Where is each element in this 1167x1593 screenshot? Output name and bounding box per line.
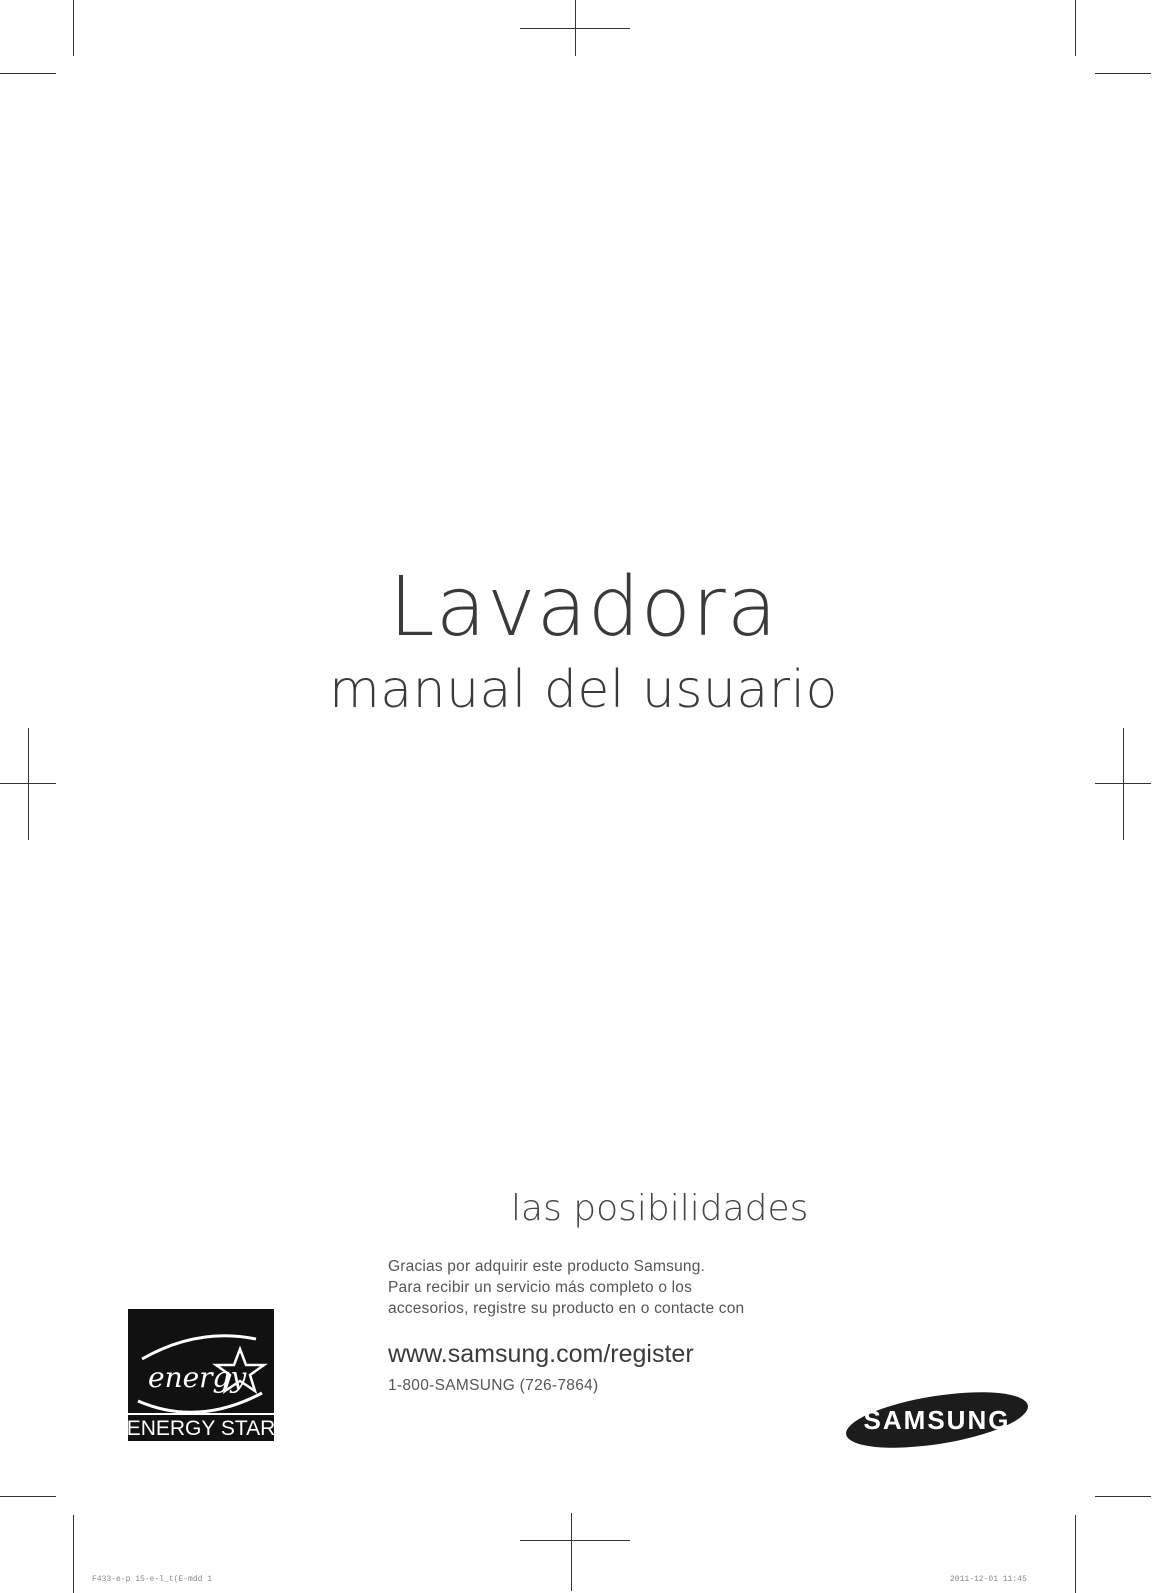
- samsung-wordmark: SAMSUNG: [863, 1405, 1011, 1435]
- footer-file-slug: F433-e-p 15-e-l_t(E-mdd 1: [92, 1575, 213, 1584]
- thanks-line-2: Para recibir un servicio más completo o los: [388, 1279, 693, 1296]
- crop-mark-top-left-horizontal: [0, 73, 56, 74]
- thanks-paragraph: [388, 1256, 744, 1319]
- energy-script: energy: [148, 1361, 247, 1394]
- reg-mark-right-vertical: [1123, 728, 1124, 840]
- samsung-logo: [842, 1386, 1032, 1454]
- footer-date-stamp: 2011-12-01 11:45: [950, 1575, 1027, 1584]
- document-title: Lavadora: [389, 560, 778, 655]
- reg-mark-bottom-horizontal: [520, 1540, 630, 1541]
- reg-mark-bottom-vertical: [571, 1513, 572, 1591]
- crop-mark-bottom-left-vertical: [73, 1515, 74, 1593]
- reg-mark-top-vertical: [575, 0, 576, 56]
- tagline: las posibilidades: [511, 1188, 809, 1229]
- crop-mark-bottom-left-horizontal: [0, 1496, 56, 1497]
- energy-star-logo: [128, 1309, 274, 1441]
- crop-mark-top-right-horizontal: [1095, 73, 1151, 74]
- crop-mark-top-left-vertical: [73, 0, 74, 56]
- reg-mark-left-vertical: [28, 728, 29, 840]
- crop-mark-bottom-right-horizontal: [1095, 1496, 1151, 1497]
- thanks-line-1: Gracias por adquirir este producto Samsung.: [388, 1258, 706, 1275]
- document-subtitle: manual del usuario: [329, 660, 838, 720]
- crop-mark-bottom-right-vertical: [1075, 1515, 1076, 1593]
- register-url[interactable]: www.samsung.com/register: [388, 1340, 694, 1368]
- crop-mark-top-right-vertical: [1075, 0, 1076, 56]
- support-phone: 1-800-SAMSUNG (726-7864): [388, 1377, 599, 1394]
- thanks-line-3: accesorios, registre su producto en o contacte con: [388, 1300, 745, 1317]
- energy-star-label: ENERGY STAR: [128, 1417, 274, 1440]
